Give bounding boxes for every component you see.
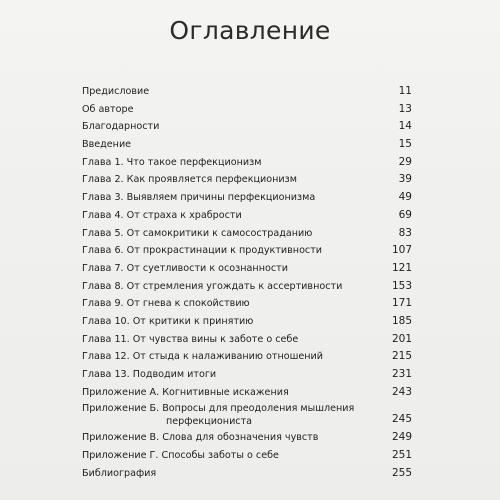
toc-entry [82, 207, 412, 225]
toc-entry-label-line1: Приложение Б. Вопросы для преодоления мышления [82, 403, 355, 415]
toc-entry [82, 313, 412, 331]
toc-entry-page: 249 [391, 431, 412, 444]
toc-entry [82, 242, 412, 260]
toc-entry-label: Глава 9. От гнева к спокойствию [82, 298, 250, 310]
toc-entry-label-line2: перфекциониста [166, 416, 253, 428]
toc-entry-page: 14 [398, 120, 412, 133]
toc-entry-label: Глава 12. От стыда к налаживанию отношений [82, 351, 324, 363]
toc-entry-page: 11 [398, 85, 412, 97]
toc-entry-label: Глава 4. От страха к храбрости [82, 209, 242, 221]
toc-entry-label [82, 402, 354, 428]
toc-entry-label: Предисловие [82, 86, 150, 97]
toc-entry-page: 185 [391, 314, 412, 327]
toc-entry-page: 251 [391, 449, 412, 462]
table-of-contents [82, 83, 412, 482]
toc-entry [82, 331, 412, 349]
toc-entry-label: Библиография [82, 467, 157, 479]
toc-entry-label: Приложение А. Когнитивные искажения [82, 386, 289, 398]
toc-entry [82, 348, 412, 366]
toc-entry-page: 15 [398, 138, 412, 151]
toc-entry-label: Глава 8. От стремления угождать к ассертивности [82, 280, 343, 292]
toc-entry [82, 154, 412, 172]
toc-entry-page: 231 [391, 368, 412, 380]
toc-entry-label: Приложение В. Слова для обозначения чувств [82, 432, 319, 444]
toc-entry [82, 83, 412, 101]
toc-entry-page: 255 [391, 466, 412, 479]
toc-entry-label: Благодарности [82, 121, 160, 133]
toc-entry-page: 171 [391, 297, 412, 310]
toc-entry-label: Глава 3. Выявляем причины перфекционизма [82, 192, 316, 204]
toc-entry-label: Об авторе [82, 103, 134, 115]
toc-entry [82, 401, 412, 429]
toc-entry-label: Глава 1. Что такое перфекционизм [82, 156, 262, 168]
toc-entry-page: 69 [398, 208, 412, 221]
toc-entry-label: Глава 2. Как проявляется перфекционизм [82, 174, 297, 186]
toc-entry-label: Глава 7. От суетливости к осознанности [82, 262, 288, 274]
toc-entry [82, 260, 412, 278]
toc-entry-label: Глава 11. От чувства вины к заботе о себе [82, 333, 299, 345]
toc-entry [82, 447, 412, 465]
toc-entry-page: 243 [391, 385, 412, 398]
toc-entry [82, 278, 412, 296]
toc-entry-page: 83 [398, 226, 412, 239]
toc-entry [82, 189, 412, 207]
toc-entry-label: Приложение Г. Способы заботы о себе [82, 450, 279, 462]
toc-entry-label: Глава 6. От прокрастинации к продуктивности [82, 245, 323, 257]
page-title: Оглавление [169, 16, 331, 45]
toc-entry-page: 201 [391, 332, 412, 345]
toc-entry [82, 136, 412, 154]
toc-entry [82, 225, 412, 243]
toc-entry-page: 29 [398, 155, 412, 168]
toc-entry [82, 101, 412, 119]
toc-entry-page: 39 [398, 173, 412, 186]
toc-entry [82, 429, 412, 447]
toc-entry [82, 118, 412, 136]
toc-entry-page: 49 [398, 191, 412, 204]
bleed-through-text [92, 52, 101, 62]
toc-entry-label: Глава 10. От критики к принятию [82, 315, 254, 327]
toc-entry [82, 465, 412, 483]
toc-entry-page: 121 [391, 261, 412, 274]
toc-entry [82, 295, 412, 313]
toc-entry-page: 107 [391, 244, 412, 257]
toc-entry-page: 153 [391, 279, 412, 292]
toc-entry-label: Введение [82, 139, 132, 151]
toc-entry-label: Глава 5. От самокритики к самосостраданию [82, 227, 313, 239]
toc-entry-page: 13 [398, 102, 412, 115]
toc-entry-page: 215 [391, 350, 412, 363]
toc-entry-page: 245 [391, 413, 412, 426]
toc-entry [82, 171, 412, 189]
toc-entry [82, 366, 412, 384]
toc-entry [82, 384, 412, 402]
toc-entry-label: Глава 13. Подводим итоги [82, 369, 217, 380]
